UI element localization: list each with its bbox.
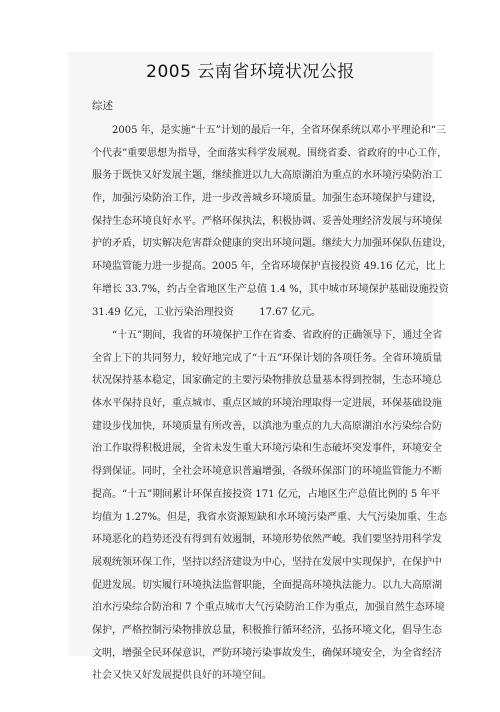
text-line: 个代表”重要思想为指导，全面落实科学发展观。围绕省委、省政府的中心工作， (92, 147, 448, 159)
text-line: 年增长 33.7%，约占全省地区生产总值 1.4 %，其中城市环境保护基础设施投资 (92, 283, 449, 295)
text-line: 展观统领环保工作，坚持以经济建设为中心，坚持在发展中实现保护，在保护中 (92, 556, 442, 568)
text-line: 服务于既快又好发展主题，继续推进以九大高原湖泊为重点的水环境污染防治工 (92, 170, 442, 182)
text-line: 体水平保持良好，重点城市、重点区域的环境治理取得一定进展，环保基础设施 (92, 398, 442, 410)
text-line: 31.49 亿元，工业污染治理投资 17.67 亿元。 (92, 306, 322, 318)
text-line: 得到保证。同时，全社会环境意识普遍增强，各级环保部门的环境监管能力不断 (92, 466, 442, 478)
text-line: “十五”期间，我省的环境保护工作在省委、省政府的正确领导下，通过全省 (112, 330, 443, 341)
text-line: 提高。“十五”期间累计环保直接投资 171 亿元，占地区生产总值比例的 5 年平 (92, 488, 441, 500)
text-line: 均值为 1.27%。但是，我省水资源短缺和水环境污染严重、大气污染加重、生态 (92, 511, 447, 523)
text-line: 环境监管能力进一步提高。2005 年，全省环境保护直接投资 49.16 亿元，比上 (92, 261, 446, 273)
text-line: 作，加强污染防治工作，进一步改善城乡环境质量。加强生态环境保护与建设， (92, 193, 442, 205)
text-line: 护的矛盾，切实解决危害群众健康的突出环境问题。继续大力加强环保队伍建设， (92, 238, 452, 250)
text-line: 保护，严格控制污染物排放总量，积极推行循环经济，弘扬环境文化，倡导生态 (92, 624, 442, 636)
section-heading: 综述 (92, 100, 113, 112)
text-line: 促进发展。切实履行环境执法监督职能，全面提高环境执法能力。以九大高原湖 (92, 579, 442, 591)
text-line: 社会又快又好发展提供良好的环境空间。 (92, 670, 272, 682)
paragraph-overview (92, 120, 452, 324)
text-line: 全省上下的共同努力，较好地完成了“十五”环保计划的各项任务。全省环境质量 (92, 352, 443, 364)
text-line: 2005 年，是实施“十五”计划的最后一年，全省环保系统以邓小平理论和“三 (112, 125, 446, 136)
text-line: 环境恶化的趋势还没有得到有效遏制，环境形势依然严峻。我们要坚持用科学发 (92, 534, 442, 546)
text-line: 文明，增强全民环保意识，严防环境污染事故发生，确保环境安全，为全省经济 (92, 647, 442, 659)
report-title: 2005 云南省环境状况公报 (146, 62, 355, 82)
text-line: 泊水污染综合防治和 7 个重点城市大气污染防治工作为重点，加强自然生态环境 (92, 602, 445, 614)
text-line: 建设步伐加快，环境质量有所改善，以滇池为重点的九大高原湖泊水污染综合防 (92, 420, 442, 432)
text-line: 保持生态环境良好水平。严格环保执法，积极协调、妥善处理经济发展与环境保 (92, 215, 442, 227)
paragraph-tenth-five-year (92, 325, 447, 688)
text-line: 状况保持基本稳定，国家确定的主要污染物排放总量基本得到控制，生态环境总 (92, 375, 442, 387)
text-line: 治工作取得积极进展，全省未发生重大环境污染和生态破坏突发事件，环境安全 (92, 443, 442, 455)
